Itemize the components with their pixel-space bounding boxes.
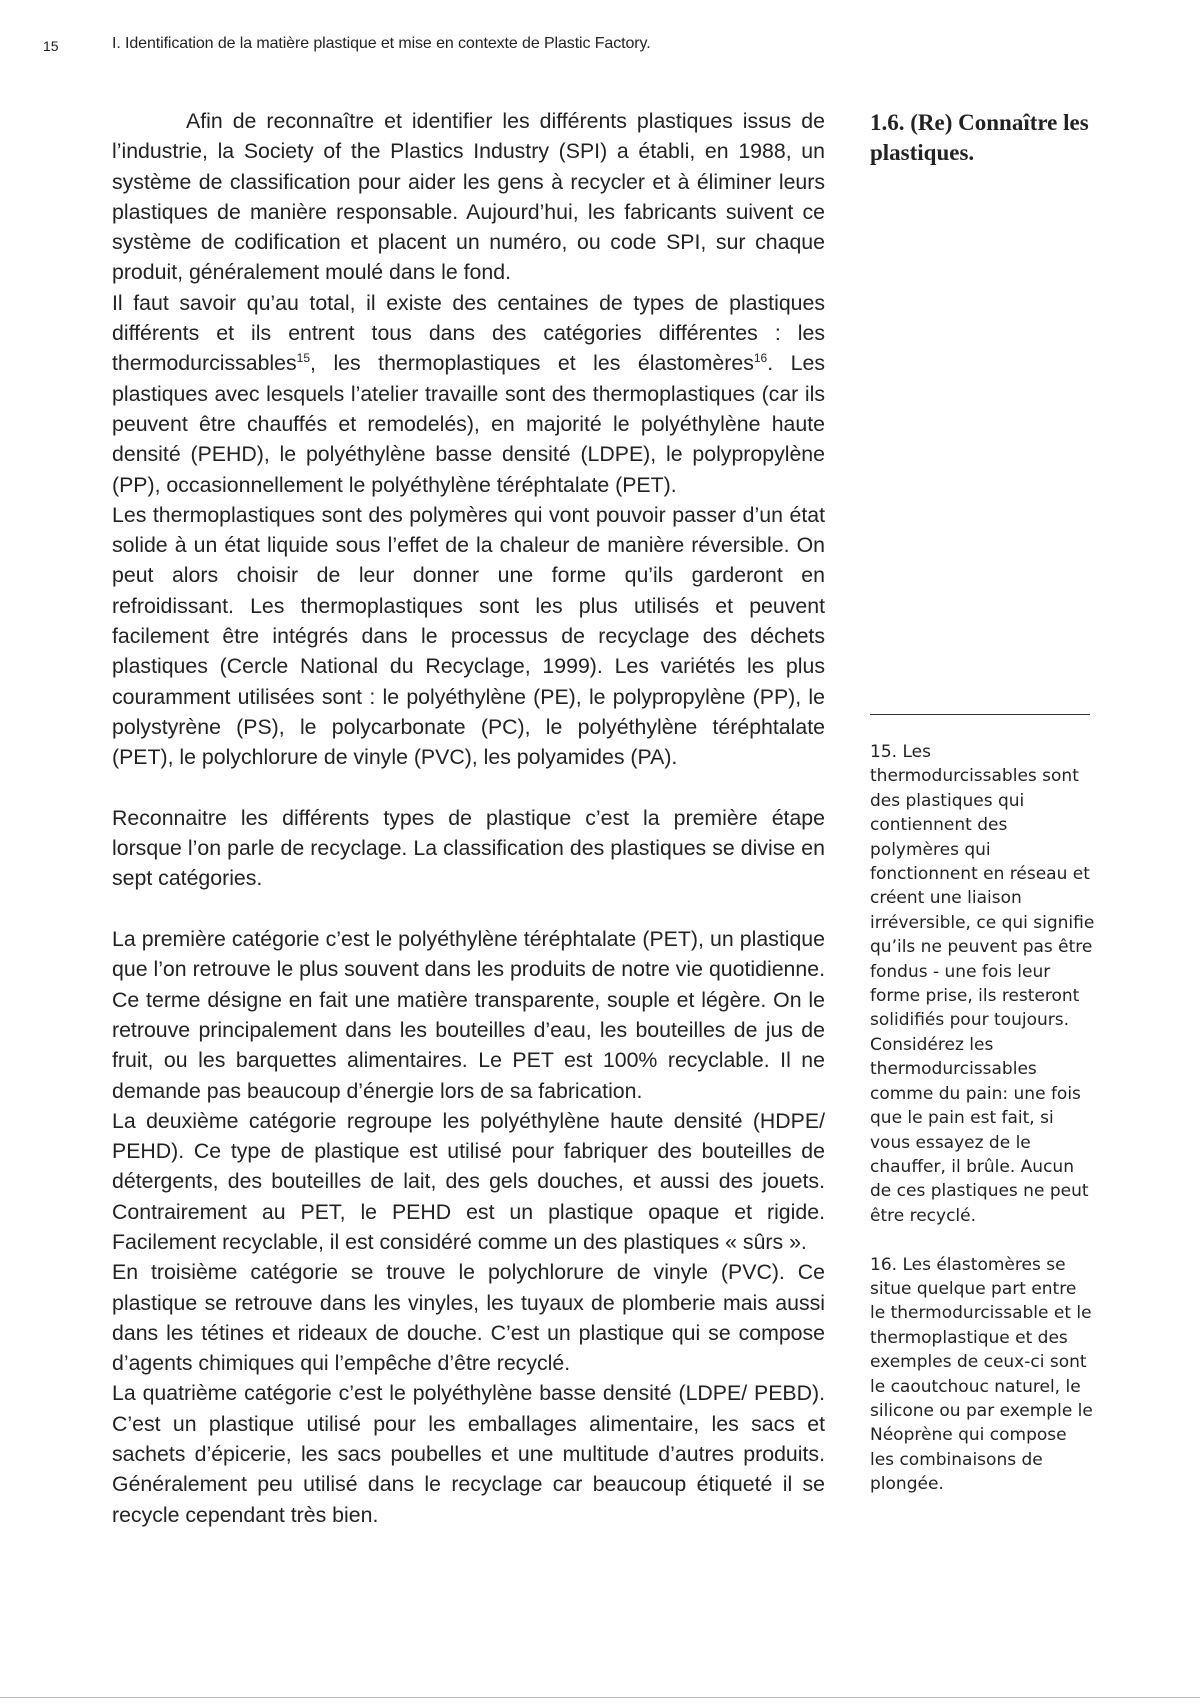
paragraph-plastic-types-part-3: . Les plastiques avec lesquels l’atelier travaille sont des thermoplastiques (car ils peuvent être chauffés et remodelés), en majorité le polyéthylène haute densité (PEHD), le polyéthylène basse densité (LDPE), le polypropylène (PP), occasionnellement le polyéthylène téréphtalate (PET).	[112, 351, 825, 497]
paragraph-thermoplastics: Les thermoplastiques sont des polymères qui vont pouvoir passer d’un état solide à un état liquide sous l’effet de la chaleur de manière réversible. On peut alors choisir de leur donner une forme qu’ils garderont en refroidissant. Les thermoplastiques sont les plus utilisés et peuvent facilement être intégrés dans le processus de recyclage des déchets plastiques (Cercle National du Recyclage, 1999). Les variétés les plus couramment utilisées sont : le polyéthylène (PE), le polypropylène (PP), le polystyrène (PS), le polycarbonate (PC), le polyéthylène téréphtalate (PET), le polychlorure de vinyle (PVC), les polyamides (PA).	[112, 502, 825, 770]
paragraph-plastic-types	[112, 288, 825, 500]
footnote-16: 16. Les élastomères se situe quelque part entre le thermodurcissable et le thermoplastique et des exemples de ceux-ci sont le caoutchouc naturel, le silicone ou par exemple le Néoprène qui compose les combinaisons de plongée.	[870, 1254, 1093, 1495]
page-bottom-edge	[0, 1697, 1200, 1698]
paragraph-seven-categories: Reconnaitre les différents types de plastique c’est la première étape lorsque l’on parle de recyclage. La classification des plastiques se divise en sept catégories.	[112, 805, 825, 891]
footnotes-column	[870, 740, 1095, 1497]
paragraph-category-ldpe: La quatrième catégorie c’est le polyéthylène basse densité (LDPE/ PEBD). C’est un plastique utilisé pour les emballages alimentaire, les sacs et sachets d’épicerie, les sacs poubelles et une multitude d’autres produits. Généralement peu utilisé dans le recyclage car beaucoup étiqueté il se recycle cependant très bien.	[112, 1381, 825, 1527]
page-number: 15	[43, 38, 59, 54]
section-title: 1.6. (Re) Connaître les plastiques.	[870, 110, 1089, 165]
footnote-15: 15. Les thermodurcissables sont des plastiques qui contiennent des polymères qui fonctionnent en réseau et créent une liaison irréversible, ce qui signifie qu’ils ne peuvent pas être fondus - une fois leur forme prise, ils resteront solidifiés pour toujours. Considérez les thermodurcissables comme du pain: une fois que le pain est fait, si vous essayez de le chauffer, il brûle. Aucun de ces plastiques ne peut être recyclé.	[870, 742, 1095, 1226]
paragraph-spi-classification: Afin de reconnaître et identifier les différents plastiques issus de l’industrie, la Society of the Plastics Industry (SPI) a établi, en 1988, un système de classification pour aider les gens à recycler et à éliminer leurs plastiques de manière responsable. Aujourd’hui, les fabricants suivent ce système de codification et placent un numéro, ou code SPI, sur chaque produit, généralement moulé dans le fond.	[112, 109, 825, 285]
paragraph-category-pet: La première catégorie c’est le polyéthylène téréphtalate (PET), un plastique que l’on retrouve le plus souvent dans les produits de notre vie quotidienne. Ce terme désigne en fait une matière transparente, souple et légère. On le retrouve principalement dans les bouteilles d’eau, les bouteilles de jus de fruit, ou les barquettes alimentaires. Le PET est 100% recyclable. Il ne demande pas beaucoup d’énergie lors de sa fabrication.	[112, 927, 825, 1103]
main-text-column	[112, 106, 825, 1530]
paragraph-plastic-types-part-2: , les thermoplastiques et les élastomères	[310, 351, 754, 376]
paragraph-category-pehd: La deuxième catégorie regroupe les polyéthylène haute densité (HDPE/ PEHD). Ce type de plastique est utilisé pour fabriquer des bouteilles de détergents, des bouteilles de lait, des gels douches, et aussi des jouets. Contrairement au PET, le PEHD est un plastique opaque et rigide. Facilement recyclable, il est considéré comme un des plastiques « sûrs ».	[112, 1108, 825, 1254]
running-header: I. Identification de la matière plastique et mise en contexte de Plastic Factory.	[112, 35, 651, 52]
paragraph-category-pvc: En troisième catégorie se trouve le polychlorure de vinyle (PVC). Ce plastique se retrouve dans les vinyles, les tuyaux de plomberie mais aussi dans les tétines et rideaux de douche. C’est un plastique qui se compose d’agents chimiques qui l’empêche d’être recyclé.	[112, 1260, 825, 1376]
paragraph-plastic-types-part-1: Il faut savoir qu’au total, il existe des centaines de types de plastiques différents et ils entrent tous dans des catégories différentes : les thermodurcissables	[112, 290, 825, 376]
footnote-divider	[870, 714, 1090, 715]
footnote-ref-15[interactable]: 15	[296, 351, 311, 366]
footnote-ref-16[interactable]: 16	[753, 351, 768, 366]
